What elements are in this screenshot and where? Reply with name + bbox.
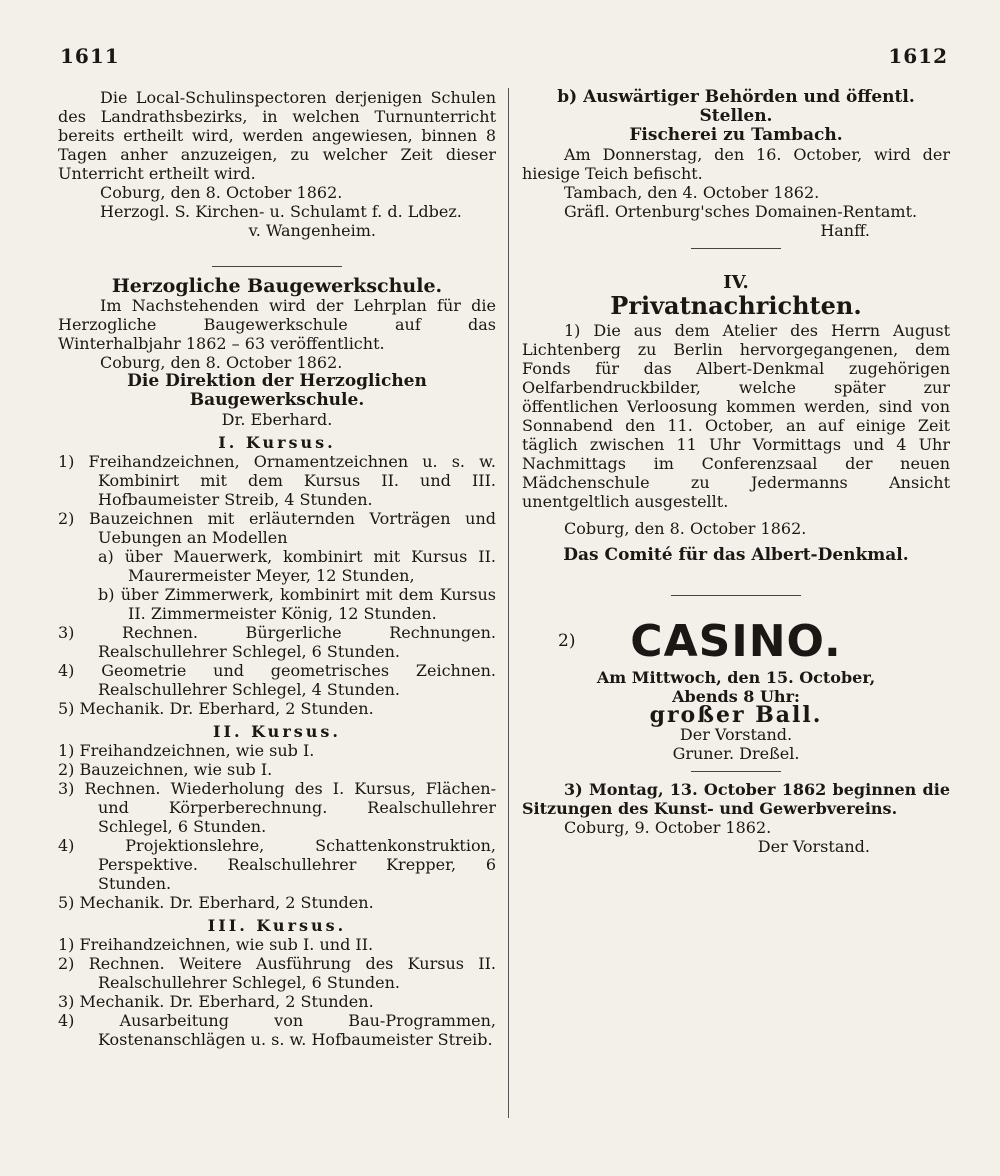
albert-denkmal-notice: [522, 321, 950, 565]
notice-authority: Herzogl. S. Kirchen- u. Schulamt f. d. Ldbez.: [100, 202, 462, 221]
section-rule: [212, 266, 342, 267]
albert-committee: Das Comité für das Albert-Denkmal.: [563, 545, 909, 565]
kunstverein-date: Coburg, 9. October 1862.: [564, 818, 772, 837]
course-2-item: 2) Bauzeichnen, wie sub I.: [58, 760, 273, 779]
school-date: Coburg, den 8. October 1862.: [100, 353, 343, 372]
course-1-item: 2) Bauzeichnen mit erläuternden Vorträgen und Uebungen an Modellen: [58, 509, 496, 547]
course-3-item: 2) Rechnen. Weitere Ausführung des Kursus II. Realschullehrer Schlegel, 6 Stunden.: [58, 954, 496, 992]
school-director: Dr. Eberhard.: [221, 410, 333, 429]
course-1-item: 4) Geometrie und geometrisches Zeichnen. Realschullehrer Schlegel, 4 Stunden.: [58, 661, 496, 699]
fishery-text: Am Donnerstag, den 16. October, wird der hiesige Teich befischt.: [522, 145, 950, 183]
notice-signer: v. Wangenheim.: [248, 221, 376, 240]
course-2-item: 3) Rechnen. Wiederholung des I. Kursus, Flächen- und Körperberechnung. Realschullehrer Schlegel, 6 Stunden.: [58, 779, 496, 836]
casino-title: CASINO.: [630, 616, 842, 667]
casino-board: Der Vorstand.: [679, 725, 793, 744]
school-heading: Herzogliche Baugewerkschule.: [111, 275, 443, 297]
kunstverein-notice: [522, 780, 950, 856]
right-column: [522, 88, 950, 856]
school-direction: Die Direktion der Herzoglichen Baugewerkschule.: [127, 371, 427, 410]
course-2-item: 1) Freihandzeichnen, wie sub I.: [58, 741, 315, 760]
fishery-office: Gräfl. Ortenburg'sches Domainen-Rentamt.: [564, 202, 918, 221]
kunstverein-text: 3) Montag, 13. October 1862 beginnen die Sitzungen des Kunst- und Gewerbvereins.: [522, 780, 950, 818]
course-3-item: 3) Mechanik. Dr. Eberhard, 2 Stunden.: [58, 992, 374, 1011]
private-news-heading: Privatnachrichten.: [610, 291, 862, 320]
section-b-heading: b) Auswärtiger Behörden und öffentl. Stellen.: [557, 87, 915, 126]
baugewerkschule-notice: [58, 277, 496, 1049]
page-number-left: 1611: [60, 44, 120, 68]
course-3-item: 4) Ausarbeitung von Bau-Programmen, Kostenanschlägen u. s. w. Hofbaumeister Streib.: [58, 1011, 496, 1049]
course-1-item: 1) Freihandzeichnen, Ornamentzeichnen u. s. w. Kombinirt mit dem Kursus II. und III. Hofbaumeister Streib, 4 Stunden.: [58, 452, 496, 509]
course-1-subitem: b) über Zimmerwerk, kombinirt mit dem Kursus II. Zimmermeister König, 12 Stunden.: [98, 585, 496, 623]
course-1-title: I. Kursus.: [218, 433, 336, 452]
course-1-subitem: a) über Mauerwerk, kombinirt mit Kursus II. Maurermeister Meyer, 12 Stunden,: [98, 547, 496, 585]
casino-event: großer Ball.: [649, 702, 823, 728]
casino-names: Gruner. Dreßel.: [672, 744, 800, 763]
casino-number: 2): [558, 631, 576, 651]
kunstverein-board: Der Vorstand.: [757, 837, 870, 856]
casino-date-line: Am Mittwoch, den 15. October,: [596, 668, 876, 687]
course-2-item: 4) Projektionslehre, Schattenkonstruktion, Perspektive. Realschullehrer Krepper, 6 Stunden.: [58, 836, 496, 893]
school-intro: Im Nachstehenden wird der Lehrplan für die Herzogliche Baugewerkschule auf das Winterhalbjahr 1862 – 63 veröffentlicht.: [58, 296, 496, 353]
notice-text: Die Local-Schulinspectoren derjenigen Schulen des Landrathsbezirks, in welchen Turnunterricht bereits ertheilt wird, werden angewiesen, binnen 8 Tagen anher anzuzeigen, zu welcher Zeit dieser Unterricht ertheilt wird.: [58, 88, 496, 183]
course-2-item: 5) Mechanik. Dr. Eberhard, 2 Stunden.: [58, 893, 374, 912]
column-divider: [508, 88, 509, 1118]
course-3-title: III. Kursus.: [207, 916, 347, 935]
casino-notice: [522, 616, 950, 763]
section-rule: [671, 595, 801, 596]
course-2-title: II. Kursus.: [213, 722, 341, 741]
turnunterricht-notice: [58, 88, 496, 240]
section-rule: [691, 771, 781, 772]
fishery-date: Tambach, den 4. October 1862.: [564, 183, 820, 202]
course-1-item: 3) Rechnen. Bürgerliche Rechnungen. Realschullehrer Schlegel, 6 Stunden.: [58, 623, 496, 661]
notice-date: Coburg, den 8. October 1862.: [100, 183, 343, 202]
fishery-heading: Fischerei zu Tambach.: [629, 125, 843, 145]
page-number-right: 1612: [888, 44, 948, 68]
section-iv-heading: IV.: [723, 272, 749, 293]
course-1-item: 5) Mechanik. Dr. Eberhard, 2 Stunden.: [58, 699, 374, 718]
casino-time-line: Abends 8 Uhr:: [672, 687, 800, 706]
fishery-signer: Hanff.: [820, 221, 870, 240]
section-rule: [691, 248, 781, 249]
fishery-notice: [522, 126, 950, 240]
left-column: [58, 88, 496, 1049]
course-3-item: 1) Freihandzeichnen, wie sub I. und II.: [58, 935, 374, 954]
albert-text: 1) Die aus dem Atelier des Herrn August Lichtenberg zu Berlin hervorgegangenen, dem Fonds für das Albert-Denkmal zugehörigen Oelfarbendruckbilder, welche später zur öffentlichen Verloosung kommen werden, sind von Sonnabend den 11. October, an auf einige Zeit täglich zwischen 11 Uhr Vormittags und 4 Uhr Nachmittags im Conferenzsaal der neuen Mädchenschule zu Jedermanns Ansicht unentgeltlich ausgestellt.: [522, 321, 950, 511]
albert-date: Coburg, den 8. October 1862.: [564, 519, 807, 538]
